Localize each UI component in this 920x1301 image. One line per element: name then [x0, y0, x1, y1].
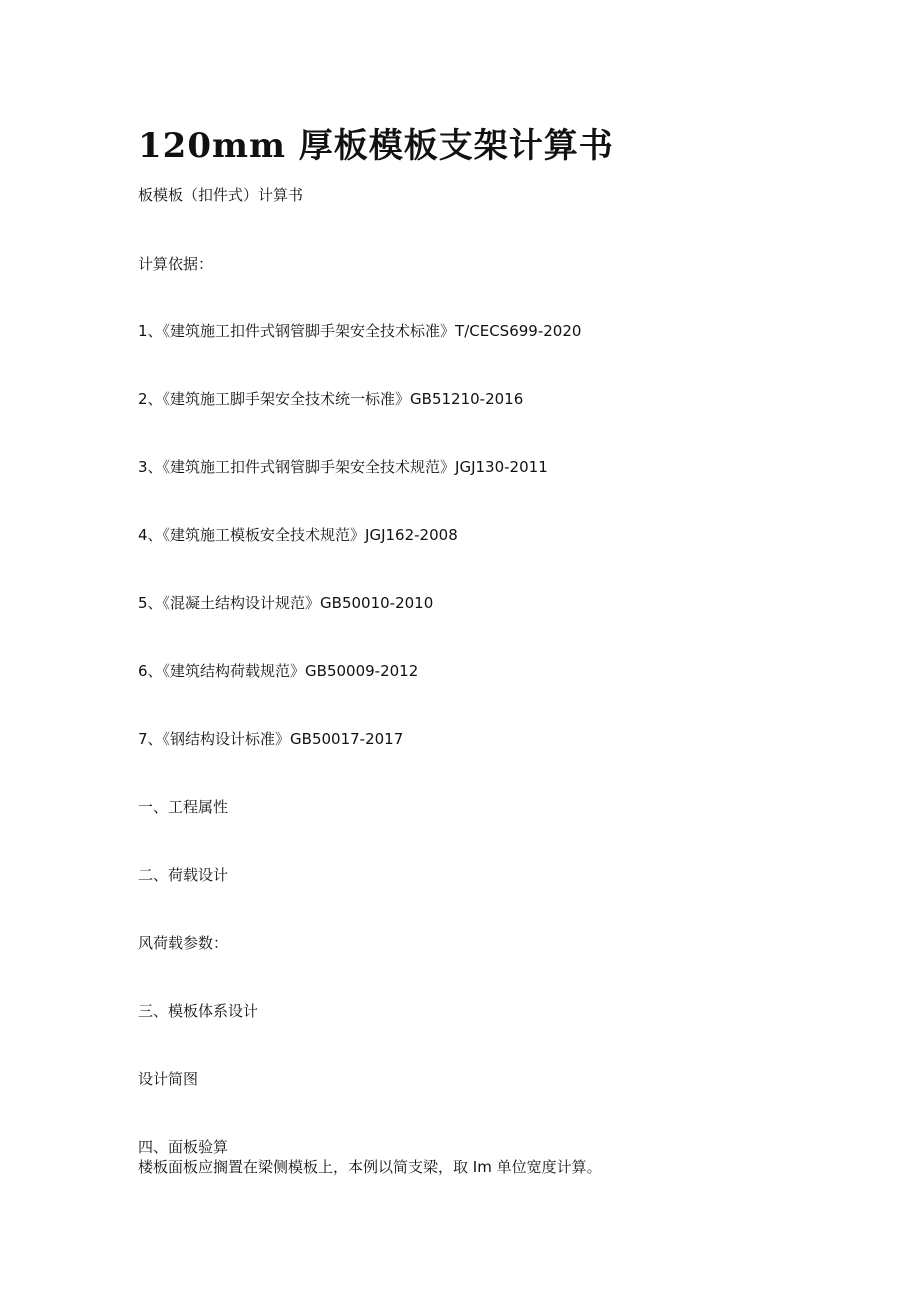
reference-item: 4、《建筑施工模板安全技术规范》JGJ162-2008	[138, 526, 458, 544]
panel-check-paragraph: 楼板面板应搁置在梁侧模板上，本例以简支梁，取 Im 单位宽度计算。	[138, 1158, 602, 1176]
reference-item: 6、《建筑结构荷载规范》GB50009-2012	[138, 662, 419, 680]
document-title: 120mm 厚板模板支架计算书	[138, 126, 614, 166]
reference-item: 5、《混凝土结构设计规范》GB50010-2010	[138, 594, 434, 612]
section-heading-formwork-system-design: 三、模板体系设计	[138, 1002, 259, 1020]
reference-item: 2、《建筑施工脚手架安全技术统一标准》GB51210-2016	[138, 390, 524, 408]
reference-item: 3、《建筑施工扣件式钢管脚手架安全技术规范》JGJ130-2011	[138, 458, 548, 476]
section-heading-engineering-properties: 一、工程属性	[138, 798, 229, 816]
design-diagram-label: 设计简图	[138, 1070, 199, 1088]
basis-heading: 计算依据：	[138, 255, 214, 273]
section-heading-panel-check: 四、面板验算	[138, 1138, 229, 1156]
reference-item: 7、《钢结构设计标准》GB50017-2017	[138, 730, 404, 748]
section-heading-load-design: 二、荷载设计	[138, 866, 229, 884]
wind-load-parameters-label: 风荷载参数：	[138, 934, 229, 952]
reference-item: 1、《建筑施工扣件式钢管脚手架安全技术标准》T/CECS699-2020	[138, 322, 582, 340]
document-subtitle: 板模板（扣件式）计算书	[138, 186, 304, 204]
